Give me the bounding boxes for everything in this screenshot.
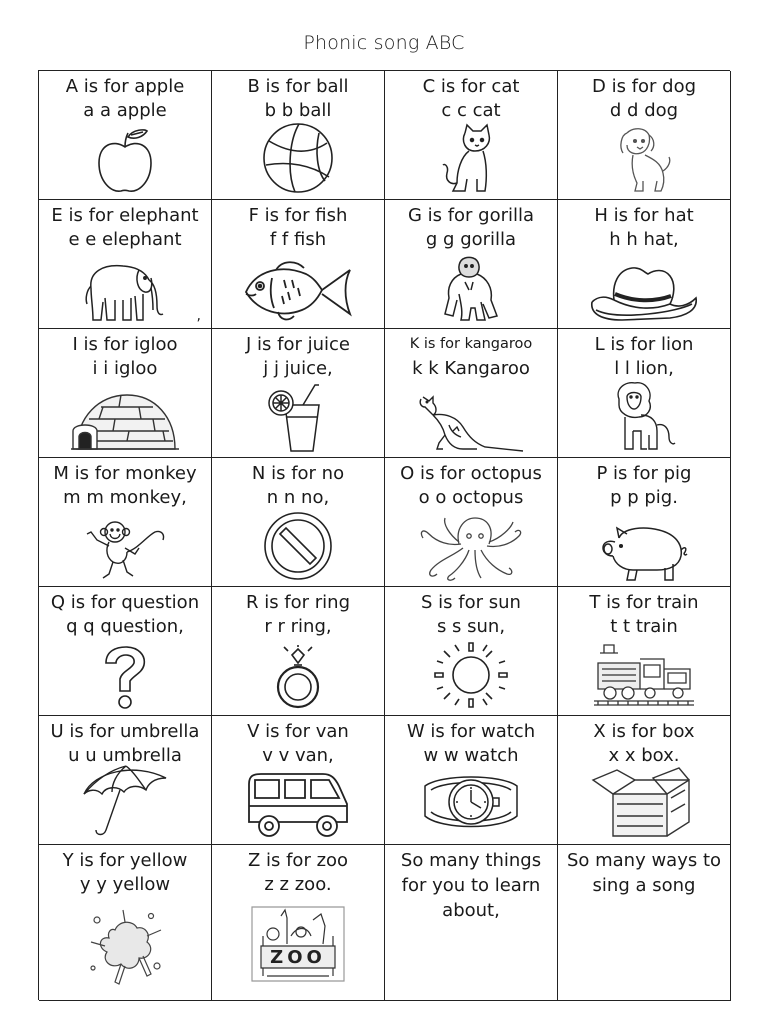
cell-line1: P is for pig	[596, 463, 692, 484]
cell-line2: c c cat	[441, 100, 501, 121]
juice-icon	[263, 383, 333, 453]
cell-o	[385, 458, 558, 587]
train-icon	[594, 639, 694, 711]
cell-x	[558, 716, 731, 845]
fish-icon	[242, 258, 354, 324]
cell-line2: g g gorilla	[425, 229, 517, 250]
cell-l	[558, 329, 731, 458]
apple-icon	[93, 127, 157, 195]
cell-line1: B is for ball	[247, 76, 349, 97]
cell-line2: v v van,	[262, 745, 334, 766]
box-icon	[589, 764, 699, 840]
cell-f	[212, 200, 385, 329]
cell-line1: D is for dog	[591, 76, 697, 97]
cell-p	[558, 458, 731, 587]
closing-text: So many ways to sing a song	[566, 850, 722, 896]
cell-line1: M is for monkey	[53, 463, 197, 484]
cell-line1: L is for lion	[594, 334, 694, 355]
octopus-icon	[415, 514, 527, 582]
cell-line2: m m monkey,	[63, 487, 187, 508]
cell-line2: u u umbrella	[68, 745, 182, 766]
dog-icon	[613, 125, 675, 195]
cell-line2: n n no,	[266, 487, 330, 508]
cell-line2: p p pig.	[610, 487, 678, 508]
cell-line1: J is for juice	[246, 334, 350, 355]
cell-c	[385, 71, 558, 200]
hat-icon	[588, 262, 700, 324]
cell-line2: k k Kangaroo	[412, 358, 530, 379]
cell-j	[212, 329, 385, 458]
cell-g	[385, 200, 558, 329]
cell-line2: x x box.	[608, 745, 680, 766]
cell-line2: a a apple	[83, 100, 167, 121]
cell-line1: E is for elephant	[51, 205, 199, 226]
cell-line2: h h hat,	[609, 229, 679, 250]
ring-icon	[276, 645, 320, 711]
cell-line1: K is for kangaroo	[409, 336, 533, 352]
cell-v	[212, 716, 385, 845]
question-mark-icon	[102, 645, 148, 711]
igloo-icon	[69, 391, 181, 453]
cell-line1: X is for box	[593, 721, 695, 742]
sun-icon	[431, 639, 511, 711]
cell-s	[385, 587, 558, 716]
cell-d	[558, 71, 731, 200]
cell-line1: C is for cat	[422, 76, 520, 97]
watch-icon	[421, 768, 521, 840]
cell-line2: j j juice,	[263, 358, 333, 379]
umbrella-icon	[80, 764, 170, 840]
cell-r	[212, 587, 385, 716]
cell-line1: W is for watch	[406, 721, 536, 742]
kangaroo-icon	[415, 387, 527, 453]
monkey-icon	[83, 518, 167, 582]
cell-line1: V is for van	[247, 721, 349, 742]
cell-a	[39, 71, 212, 200]
zoo-sign-icon	[251, 906, 345, 982]
cell-line1: A is for apple	[65, 76, 185, 97]
page-title: Phonic song ABC	[303, 32, 465, 54]
paint-splash-icon	[85, 906, 165, 988]
alphabet-grid	[38, 70, 730, 1000]
gorilla-icon	[439, 254, 503, 324]
cell-m	[39, 458, 212, 587]
cell-line2: l l lion,	[614, 358, 674, 379]
zoo-sign-text: ZOO	[270, 947, 326, 968]
elephant-icon	[83, 258, 167, 324]
cell-line2: o o octopus	[418, 487, 524, 508]
cell-closing-2	[558, 845, 731, 1001]
cell-line2: r r ring,	[264, 616, 332, 637]
cell-line1: N is for no	[251, 463, 345, 484]
cell-line1: F is for fish	[248, 205, 348, 226]
cell-z	[212, 845, 385, 1001]
cell-line2: q q question,	[66, 616, 184, 637]
cell-y	[39, 845, 212, 1001]
cell-line2: t t train	[610, 616, 678, 637]
cell-i	[39, 329, 212, 458]
cell-closing-1	[385, 845, 558, 1001]
cell-h	[558, 200, 731, 329]
cell-line1: R is for ring	[245, 592, 351, 613]
cell-line2: i i igloo	[92, 358, 158, 379]
cell-line2: w w watch	[423, 745, 519, 766]
van-icon	[243, 770, 353, 840]
cell-line1: T is for train	[589, 592, 699, 613]
closing-text: So many things for you to learn about,	[400, 850, 542, 921]
cell-k	[385, 329, 558, 458]
cell-line2: b b ball	[264, 100, 332, 121]
cell-n	[212, 458, 385, 587]
ball-icon	[259, 121, 337, 195]
lion-icon	[611, 381, 677, 453]
cell-line1: G is for gorilla	[407, 205, 535, 226]
cell-line2: f f fish	[269, 229, 327, 250]
cell-line2: s s sun,	[436, 616, 506, 637]
cell-e	[39, 200, 212, 329]
cell-line2: y y yellow	[79, 874, 171, 895]
cell-line1: U is for umbrella	[50, 721, 200, 742]
cell-line1: H is for hat	[594, 205, 694, 226]
cell-t	[558, 587, 731, 716]
cell-line2: z z zoo.	[264, 874, 332, 895]
cell-line2: d d dog	[609, 100, 679, 121]
cat-icon	[441, 123, 501, 195]
cell-line1: O is for octopus	[400, 463, 542, 484]
cell-line1: Q is for question	[50, 592, 200, 613]
stray-comma: ,	[196, 308, 201, 324]
no-sign-icon	[262, 510, 334, 582]
pig-icon	[599, 518, 689, 582]
cell-line2: e e elephant	[68, 229, 182, 250]
cell-u	[39, 716, 212, 845]
cell-b	[212, 71, 385, 200]
cell-q	[39, 587, 212, 716]
cell-line1: I is for igloo	[72, 334, 178, 355]
cell-line1: S is for sun	[421, 592, 521, 613]
cell-line1: Z is for zoo	[247, 850, 349, 871]
cell-line1: Y is for yellow	[62, 850, 188, 871]
cell-w	[385, 716, 558, 845]
